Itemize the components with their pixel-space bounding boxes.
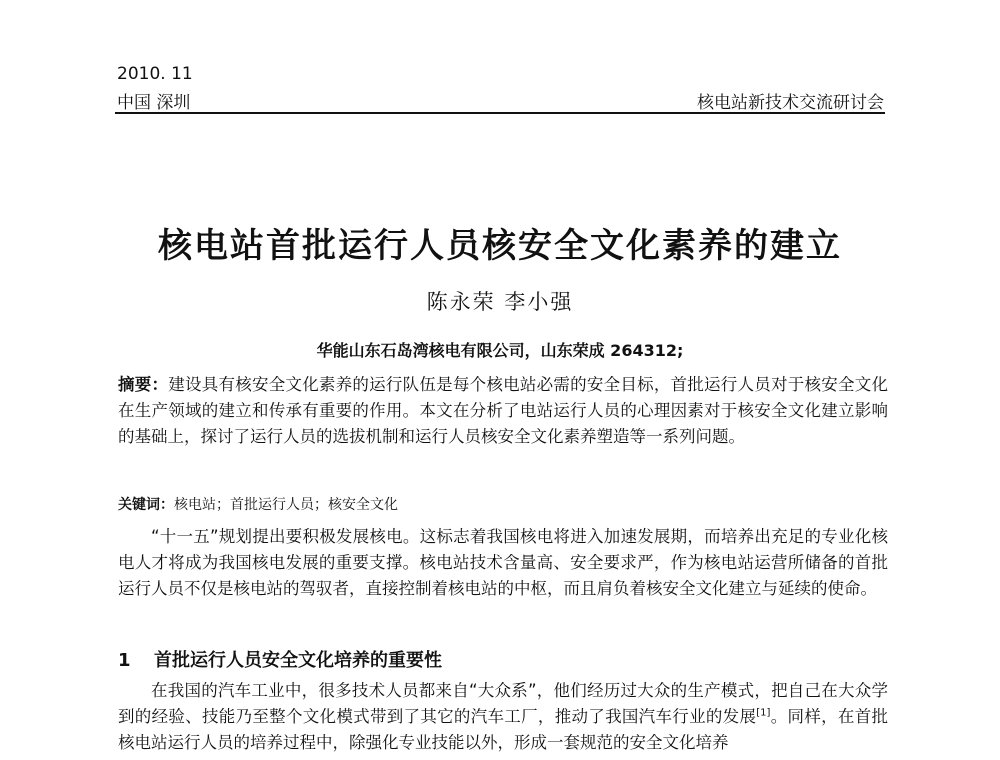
citation-ref[interactable]: [1]: [756, 707, 771, 719]
header-rule: [115, 112, 885, 114]
abstract-text: 建设具有核安全文化素养的运行队伍是每个核电站必需的安全目标，首批运行人员对于核安全文化在生产领域的建立和传承有重要的作用。本文在分析了电站运行人员的心理因素对于核安全文化建立影响的基础上，探讨了运行人员的选拔机制和运行人员核安全文化素养塑造等一系列问题。: [118, 375, 889, 446]
section-paragraph: [118, 678, 888, 756]
keywords-text: 核电站；首批运行人员；核安全文化: [174, 497, 398, 513]
section-title: 首批运行人员安全文化培养的重要性: [154, 650, 442, 671]
keywords-label: 关键词：: [118, 497, 174, 513]
abstract-label: 摘要：: [118, 375, 169, 394]
keywords: [118, 494, 398, 514]
paper-title: 核电站首批运行人员核安全文化素养的建立: [158, 226, 842, 266]
paper-affiliation: 华能山东石岛湾核电有限公司，山东荣成 264312;: [316, 341, 684, 360]
header-date: 2010. 11: [117, 64, 193, 84]
paper-authors: 陈永荣 李小强: [426, 290, 574, 314]
abstract: [118, 372, 888, 450]
section-number: 1: [118, 650, 131, 671]
header-location: 中国 深圳: [117, 93, 191, 113]
section-heading: [118, 646, 442, 672]
section-text-a: 在我国的汽车工业中，很多技术人员都来自“大众系”，他们经历过大众的生产模式，把自己在大众学到的经验、技能乃至整个文化模式带到了其它的汽车工厂，推动了我国汽车行业的发展: [118, 681, 888, 726]
intro-paragraph: “十一五”规划提出要积极发展核电。这标志着我国核电将进入加速发展期，而培养出充足的专业化核电人才将成为我国核电发展的重要支撑。核电站技术含量高、安全要求严，作为核电站运营所储备的首批运行人员不仅是核电站的驾驭者，直接控制着核电站的中枢，而且肩负着核安全文化建立与延续的使命。: [118, 527, 888, 598]
section-text-b: 。同样，在首批核电站运行人员的培养过程中，除强化专业技能以外，形成一套规范的安全文化培养: [118, 707, 889, 752]
header-conference: 核电站新技术交流研讨会: [697, 93, 884, 113]
